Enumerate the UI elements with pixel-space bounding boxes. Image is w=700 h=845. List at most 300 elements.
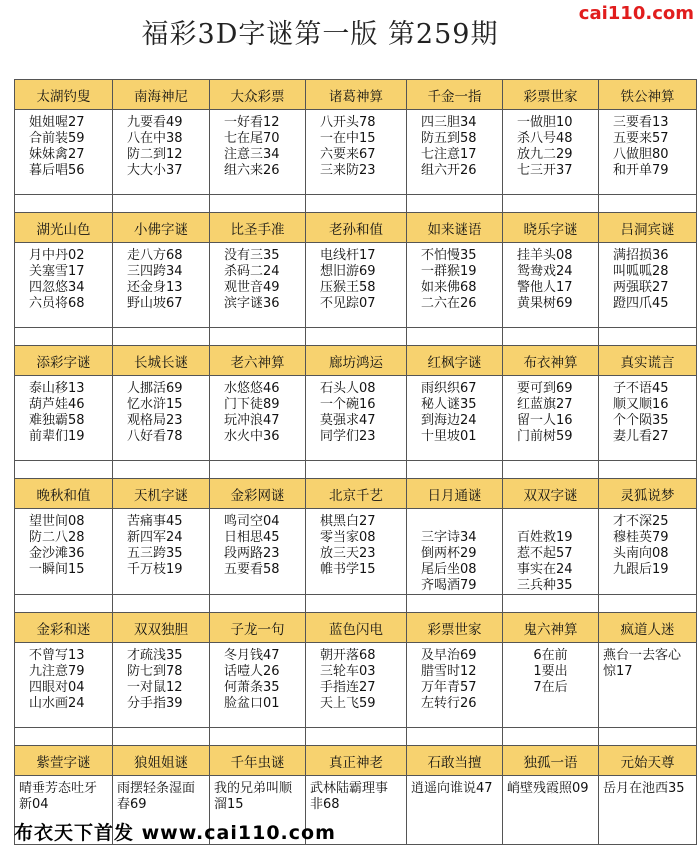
column-header: 狼姐姐谜 bbox=[113, 746, 210, 776]
entry-line: 四眼对04 bbox=[29, 680, 85, 695]
column-header: 诸葛神算 bbox=[306, 80, 407, 110]
entry-cell bbox=[210, 110, 306, 195]
entry-lines bbox=[503, 243, 598, 312]
entry-line: 三四跨34 bbox=[127, 264, 183, 279]
entry-lines bbox=[210, 643, 305, 712]
entry-lines bbox=[407, 243, 502, 312]
gap-cell bbox=[599, 195, 697, 213]
entry-line: 九跟后19 bbox=[613, 562, 669, 577]
entry-line: 蹬四爪45 bbox=[613, 296, 669, 311]
entry-line: 不怕慢35 bbox=[421, 248, 477, 263]
entry-line: 水悠悠46 bbox=[224, 381, 280, 396]
gap-cell bbox=[15, 461, 113, 479]
entry-line: 七三开37 bbox=[517, 163, 573, 178]
entry-line: 天上飞59 bbox=[320, 696, 376, 711]
entry-line: 新四军24 bbox=[127, 530, 183, 545]
entry-line: 组六来26 bbox=[224, 163, 280, 178]
gap-cell bbox=[210, 461, 306, 479]
entry-lines bbox=[113, 509, 209, 578]
entry-cell bbox=[503, 509, 599, 595]
gap-cell bbox=[407, 328, 503, 346]
entry-cell bbox=[15, 243, 113, 328]
column-header: 天机字谜 bbox=[113, 479, 210, 509]
entry-line: 尾后坐08 bbox=[421, 562, 477, 577]
row-gap bbox=[15, 328, 697, 346]
entry-lines bbox=[113, 110, 209, 179]
entry-lines bbox=[599, 776, 696, 797]
entry-line: 警他人17 bbox=[517, 280, 573, 295]
entry-cell bbox=[407, 776, 503, 845]
column-header: 小佛字谜 bbox=[113, 213, 210, 243]
entry-line: 冬月钱47 bbox=[224, 648, 280, 663]
entry-lines bbox=[15, 110, 112, 179]
entry-line: 四忽悠34 bbox=[29, 280, 85, 295]
entry-line: 满招损36 bbox=[613, 248, 669, 263]
column-header: 湖光山色 bbox=[15, 213, 113, 243]
column-header: 子龙一句 bbox=[210, 613, 306, 643]
entry-lines bbox=[306, 643, 406, 712]
gap-cell bbox=[15, 195, 113, 213]
gap-cell bbox=[113, 195, 210, 213]
entry-line: 两强联27 bbox=[613, 280, 669, 295]
entry-line: 五要来57 bbox=[613, 131, 669, 146]
column-header: 真正神老 bbox=[306, 746, 407, 776]
entry-line: 苦痛事45 bbox=[127, 514, 183, 529]
entry-line: 惹不起57 bbox=[517, 546, 573, 561]
entry-line: 莫强求47 bbox=[320, 413, 376, 428]
column-header: 双双字谜 bbox=[503, 479, 599, 509]
entry-line: 二六在26 bbox=[421, 296, 477, 311]
gap-cell bbox=[599, 595, 697, 613]
entry-line: 手指连27 bbox=[320, 680, 376, 695]
entry-lines bbox=[210, 776, 305, 813]
entry-line: 零当家08 bbox=[320, 530, 376, 545]
entry-line: 一群猴19 bbox=[421, 264, 477, 279]
entry-line: 合前装59 bbox=[29, 131, 85, 146]
entry-cell bbox=[407, 376, 503, 461]
entry-lines bbox=[15, 643, 112, 712]
column-header: 彩票世家 bbox=[503, 80, 599, 110]
column-header: 长城长谜 bbox=[113, 346, 210, 376]
entry-cell bbox=[210, 509, 306, 595]
header-row bbox=[15, 613, 697, 643]
entry-cell bbox=[503, 776, 599, 845]
entry-lines bbox=[599, 110, 696, 179]
page-title: 福彩3D字谜第一版 第259期 bbox=[141, 19, 499, 50]
riddle-grid bbox=[14, 79, 697, 845]
entry-line: 野山坡67 bbox=[127, 296, 183, 311]
gap-cell bbox=[407, 195, 503, 213]
entries-row bbox=[15, 643, 697, 728]
entry-cell bbox=[599, 243, 697, 328]
entry-line: 八做胆80 bbox=[613, 147, 669, 162]
entry-line: 何萧条35 bbox=[224, 680, 280, 695]
gap-cell bbox=[210, 328, 306, 346]
entry-cell bbox=[210, 376, 306, 461]
entry-line bbox=[517, 514, 598, 530]
entries-row bbox=[15, 243, 697, 328]
entry-line: 万年青57 bbox=[421, 680, 477, 695]
entry-lines bbox=[503, 376, 598, 445]
entry-line: 人挪活69 bbox=[127, 381, 183, 396]
entry-lines bbox=[407, 110, 502, 179]
gap-cell bbox=[503, 461, 599, 479]
column-header: 金彩网谜 bbox=[210, 479, 306, 509]
entry-lines bbox=[503, 110, 598, 179]
entry-line: 才不深25 bbox=[613, 514, 669, 529]
entry-line: 玩冲浪47 bbox=[224, 413, 280, 428]
entry-line: 放三天23 bbox=[320, 546, 376, 561]
entry-line: 三轮车03 bbox=[320, 664, 376, 679]
entry-line: 雨织织67 bbox=[421, 381, 477, 396]
entry-lines bbox=[407, 376, 502, 445]
entry-line: 黄果树69 bbox=[517, 296, 573, 311]
entry-lines bbox=[306, 776, 406, 813]
entry-cell bbox=[15, 376, 113, 461]
entry-lines bbox=[113, 776, 209, 813]
entry-line: 想旧游69 bbox=[320, 264, 376, 279]
entry-line: 没有三35 bbox=[224, 248, 280, 263]
entry-lines bbox=[210, 376, 305, 445]
entry-line: 帷书学15 bbox=[320, 562, 376, 577]
column-header: 南海神尼 bbox=[113, 80, 210, 110]
entry-line: 话噎人26 bbox=[224, 664, 280, 679]
entry-line: 九注意79 bbox=[29, 664, 85, 679]
entry-line: 分手指39 bbox=[127, 696, 183, 711]
entry-line: 走八方68 bbox=[127, 248, 183, 263]
entry-cell bbox=[503, 643, 599, 728]
column-header: 彩票世家 bbox=[407, 613, 503, 643]
entry-line: 暮后唱56 bbox=[29, 163, 85, 178]
entry-line: 葫芦娃46 bbox=[29, 397, 85, 412]
entry-line: 脸盆口01 bbox=[224, 696, 280, 711]
entry-line: 大大小37 bbox=[127, 163, 183, 178]
entry-line: 三兵种35 bbox=[517, 578, 573, 593]
entry-line: 段两路23 bbox=[224, 546, 280, 561]
gap-cell bbox=[306, 328, 407, 346]
entry-lines bbox=[407, 776, 502, 797]
entry-line: 日相思45 bbox=[224, 530, 280, 545]
entry-lines bbox=[306, 376, 406, 445]
entry-line: 不见踪07 bbox=[320, 296, 376, 311]
entry-line: 如来佛68 bbox=[421, 280, 477, 295]
entry-line: 六要来67 bbox=[320, 147, 376, 162]
gap-cell bbox=[599, 461, 697, 479]
entry-line: 顺又顺16 bbox=[613, 397, 669, 412]
entry-line: 朝开落68 bbox=[320, 648, 376, 663]
entry-line: 要可到69 bbox=[517, 381, 573, 396]
entry-lines bbox=[210, 243, 305, 312]
entry-lines bbox=[306, 110, 406, 179]
column-header: 石敢当擅 bbox=[407, 746, 503, 776]
entry-lines bbox=[15, 776, 112, 813]
entry-cell bbox=[306, 376, 407, 461]
entry-line: 金沙滩36 bbox=[29, 546, 85, 561]
entry-line: 关塞雪17 bbox=[29, 264, 85, 279]
entry-line: 石头人08 bbox=[320, 381, 376, 396]
entry-lines bbox=[407, 643, 502, 712]
gap-cell bbox=[503, 328, 599, 346]
footer-text: 布衣天下首发 www.cai110.com bbox=[14, 822, 336, 844]
column-header: 千年虫谜 bbox=[210, 746, 306, 776]
entry-line: 子不语45 bbox=[613, 381, 669, 396]
row-gap bbox=[15, 728, 697, 746]
entry-line: 及早治69 bbox=[421, 648, 477, 663]
entry-line: 岳月在池西35 bbox=[603, 781, 685, 796]
entry-cell bbox=[113, 643, 210, 728]
entry-lines bbox=[15, 243, 112, 312]
header-row bbox=[15, 346, 697, 376]
entry-line: 1要出 bbox=[533, 664, 568, 679]
gap-cell bbox=[113, 328, 210, 346]
column-header: 蓝色闪电 bbox=[306, 613, 407, 643]
entry-line: 一好看12 bbox=[224, 115, 280, 130]
entry-line: 四三胆34 bbox=[421, 115, 477, 130]
entry-lines bbox=[15, 376, 112, 445]
gap-cell bbox=[407, 728, 503, 746]
entry-line: 春69 bbox=[117, 797, 147, 812]
entry-lines bbox=[599, 376, 696, 445]
entry-line: 滨字谜36 bbox=[224, 296, 280, 311]
entry-cell bbox=[306, 509, 407, 595]
entry-line: 九要看49 bbox=[127, 115, 183, 130]
entry-line: 八在中38 bbox=[127, 131, 183, 146]
entry-line: 防七到78 bbox=[127, 664, 183, 679]
entry-line: 观世音49 bbox=[224, 280, 280, 295]
gap-cell bbox=[407, 595, 503, 613]
entry-line: 鸣司空04 bbox=[224, 514, 280, 529]
entry-line: 雨摆轻条湿面 bbox=[117, 781, 196, 796]
entry-cell bbox=[503, 110, 599, 195]
gap-cell bbox=[113, 728, 210, 746]
entry-line: 七注意17 bbox=[421, 147, 477, 162]
entry-cell bbox=[306, 243, 407, 328]
entry-lines bbox=[599, 243, 696, 312]
column-header: 红枫字谜 bbox=[407, 346, 503, 376]
column-header: 北京千艺 bbox=[306, 479, 407, 509]
entry-line: 到海边24 bbox=[421, 413, 477, 428]
column-header: 比圣手准 bbox=[210, 213, 306, 243]
entry-cell bbox=[407, 110, 503, 195]
entry-cell bbox=[407, 509, 503, 595]
entry-line: 燕台一去客心 bbox=[603, 648, 682, 663]
entry-cell bbox=[599, 776, 697, 845]
column-header: 太湖钓叟 bbox=[15, 80, 113, 110]
entry-line: 事实在24 bbox=[517, 562, 573, 577]
entry-line: 忆水浒15 bbox=[127, 397, 183, 412]
entry-line: 八好看78 bbox=[127, 429, 183, 444]
column-header: 元始天尊 bbox=[599, 746, 697, 776]
entry-line: 七在尾70 bbox=[224, 131, 280, 146]
entry-lines bbox=[306, 243, 406, 312]
entry-lines bbox=[210, 509, 305, 578]
column-header: 灵狐说梦 bbox=[599, 479, 697, 509]
entry-cell bbox=[599, 376, 697, 461]
entry-cell bbox=[599, 110, 697, 195]
column-header: 晓乐字谜 bbox=[503, 213, 599, 243]
entry-lines bbox=[599, 509, 696, 578]
column-header: 布衣神算 bbox=[503, 346, 599, 376]
entry-lines bbox=[503, 776, 598, 797]
header-row bbox=[15, 80, 697, 110]
entry-lines bbox=[407, 509, 502, 594]
entry-line: 观格局23 bbox=[127, 413, 183, 428]
entry-line: 还金身13 bbox=[127, 280, 183, 295]
row-gap bbox=[15, 595, 697, 613]
column-header: 疯道人迷 bbox=[599, 613, 697, 643]
entry-line: 头南向08 bbox=[613, 546, 669, 561]
entry-line: 百姓救19 bbox=[517, 530, 573, 545]
entry-line: 门下徒89 bbox=[224, 397, 280, 412]
entry-line: 门前树59 bbox=[517, 429, 573, 444]
gap-cell bbox=[306, 595, 407, 613]
entry-line: 才疏浅35 bbox=[127, 648, 183, 663]
entry-line: 防二到12 bbox=[127, 147, 183, 162]
entries-row bbox=[15, 509, 697, 595]
column-header: 晚秋和值 bbox=[15, 479, 113, 509]
entry-line: 左转行26 bbox=[421, 696, 477, 711]
entry-lines bbox=[599, 643, 696, 680]
entry-lines bbox=[113, 376, 209, 445]
entry-lines bbox=[113, 643, 209, 712]
entry-line: 个个陨35 bbox=[613, 413, 669, 428]
entry-cell bbox=[599, 509, 697, 595]
entry-line: 6在前 bbox=[533, 648, 568, 663]
entry-cell bbox=[407, 243, 503, 328]
gap-cell bbox=[210, 595, 306, 613]
entry-line: 非68 bbox=[310, 797, 340, 812]
entry-line: 倒两杯29 bbox=[421, 546, 477, 561]
gap-cell bbox=[503, 595, 599, 613]
entry-line: 一个碗16 bbox=[320, 397, 376, 412]
entry-cell bbox=[306, 643, 407, 728]
entry-line: 六员将68 bbox=[29, 296, 85, 311]
gap-cell bbox=[306, 728, 407, 746]
gap-cell bbox=[15, 328, 113, 346]
entry-line: 妹妹禽27 bbox=[29, 147, 85, 162]
column-header: 金彩和迷 bbox=[15, 613, 113, 643]
entry-cell bbox=[113, 376, 210, 461]
entry-line: 红蓝旗27 bbox=[517, 397, 573, 412]
gap-cell bbox=[503, 728, 599, 746]
entry-line: 腊雪时12 bbox=[421, 664, 477, 679]
entry-lines bbox=[113, 243, 209, 312]
entry-line: 峭壁残霞照09 bbox=[507, 781, 589, 796]
entry-line: 杀八号48 bbox=[517, 131, 573, 146]
gap-cell bbox=[407, 461, 503, 479]
row-gap bbox=[15, 195, 697, 213]
entry-cell bbox=[503, 376, 599, 461]
column-header: 吕洞宾谜 bbox=[599, 213, 697, 243]
column-header: 紫萱字谜 bbox=[15, 746, 113, 776]
column-header: 老孙和值 bbox=[306, 213, 407, 243]
column-header: 添彩字谜 bbox=[15, 346, 113, 376]
column-header: 大众彩票 bbox=[210, 80, 306, 110]
entry-line: 三来防23 bbox=[320, 163, 376, 178]
entry-line: 我的兄弟叫顺 bbox=[214, 781, 293, 796]
entry-cell bbox=[503, 243, 599, 328]
entry-line: 电线杆17 bbox=[320, 248, 376, 263]
entry-line: 水火中36 bbox=[224, 429, 280, 444]
entries-row bbox=[15, 110, 697, 195]
column-header: 独孤一语 bbox=[503, 746, 599, 776]
entry-cell bbox=[113, 110, 210, 195]
gap-cell bbox=[210, 728, 306, 746]
entry-line: 留一人16 bbox=[517, 413, 573, 428]
site-logo: cai110.com bbox=[578, 3, 694, 24]
entry-line: 晴垂芳态吐牙 bbox=[19, 781, 98, 796]
entry-line: 五三跨35 bbox=[127, 546, 183, 561]
gap-cell bbox=[503, 195, 599, 213]
entry-line: 7在后 bbox=[533, 680, 568, 695]
entry-line: 防五到58 bbox=[421, 131, 477, 146]
entry-line: 新04 bbox=[19, 797, 49, 812]
entry-line: 一对鼠12 bbox=[127, 680, 183, 695]
entry-line: 齐喝酒79 bbox=[421, 578, 477, 593]
entry-line: 一做胆10 bbox=[517, 115, 573, 130]
entry-line: 放九二29 bbox=[517, 147, 573, 162]
entry-line: 注意三34 bbox=[224, 147, 280, 162]
entry-line: 望世间08 bbox=[29, 514, 85, 529]
entry-line: 压猴王58 bbox=[320, 280, 376, 295]
entry-line: 一在中15 bbox=[320, 131, 376, 146]
row-gap bbox=[15, 461, 697, 479]
header-row bbox=[15, 746, 697, 776]
entry-line bbox=[421, 514, 502, 530]
entry-line: 不曾写13 bbox=[29, 648, 85, 663]
entry-line: 月中丹02 bbox=[29, 248, 85, 263]
column-header: 鬼六神算 bbox=[503, 613, 599, 643]
entry-cell bbox=[210, 243, 306, 328]
column-header: 老六神算 bbox=[210, 346, 306, 376]
entry-line: 十里坡01 bbox=[421, 429, 477, 444]
entry-line: 千万枝19 bbox=[127, 562, 183, 577]
gap-cell bbox=[15, 595, 113, 613]
entries-row bbox=[15, 376, 697, 461]
entry-lines bbox=[503, 509, 598, 594]
entry-line: 一瞬间15 bbox=[29, 562, 85, 577]
gap-cell bbox=[113, 595, 210, 613]
entry-line: 五要看58 bbox=[224, 562, 280, 577]
entry-line: 妻儿看27 bbox=[613, 429, 669, 444]
header-row bbox=[15, 213, 697, 243]
entry-line: 武林陆霸理事 bbox=[310, 781, 389, 796]
entry-line: 穆桂英79 bbox=[613, 530, 669, 545]
entry-line: 前辈们19 bbox=[29, 429, 85, 444]
header-row bbox=[15, 479, 697, 509]
column-header: 真实谎言 bbox=[599, 346, 697, 376]
gap-cell bbox=[306, 461, 407, 479]
entry-cell bbox=[113, 509, 210, 595]
entry-line: 杀码二24 bbox=[224, 264, 280, 279]
gap-cell bbox=[306, 195, 407, 213]
entry-cell bbox=[407, 643, 503, 728]
column-header: 千金一指 bbox=[407, 80, 503, 110]
entry-cell bbox=[306, 110, 407, 195]
entry-cell bbox=[15, 110, 113, 195]
entry-line: 难独霸58 bbox=[29, 413, 85, 428]
entry-lines bbox=[210, 110, 305, 179]
entry-line: 三字诗34 bbox=[421, 530, 477, 545]
gap-cell bbox=[15, 728, 113, 746]
entry-lines bbox=[503, 643, 598, 696]
gap-cell bbox=[599, 728, 697, 746]
entry-lines bbox=[15, 509, 112, 578]
entry-line: 山水画24 bbox=[29, 696, 85, 711]
entry-cell bbox=[599, 643, 697, 728]
entry-line: 和开单79 bbox=[613, 163, 669, 178]
entry-line: 逍遥向谁说47 bbox=[411, 781, 493, 796]
